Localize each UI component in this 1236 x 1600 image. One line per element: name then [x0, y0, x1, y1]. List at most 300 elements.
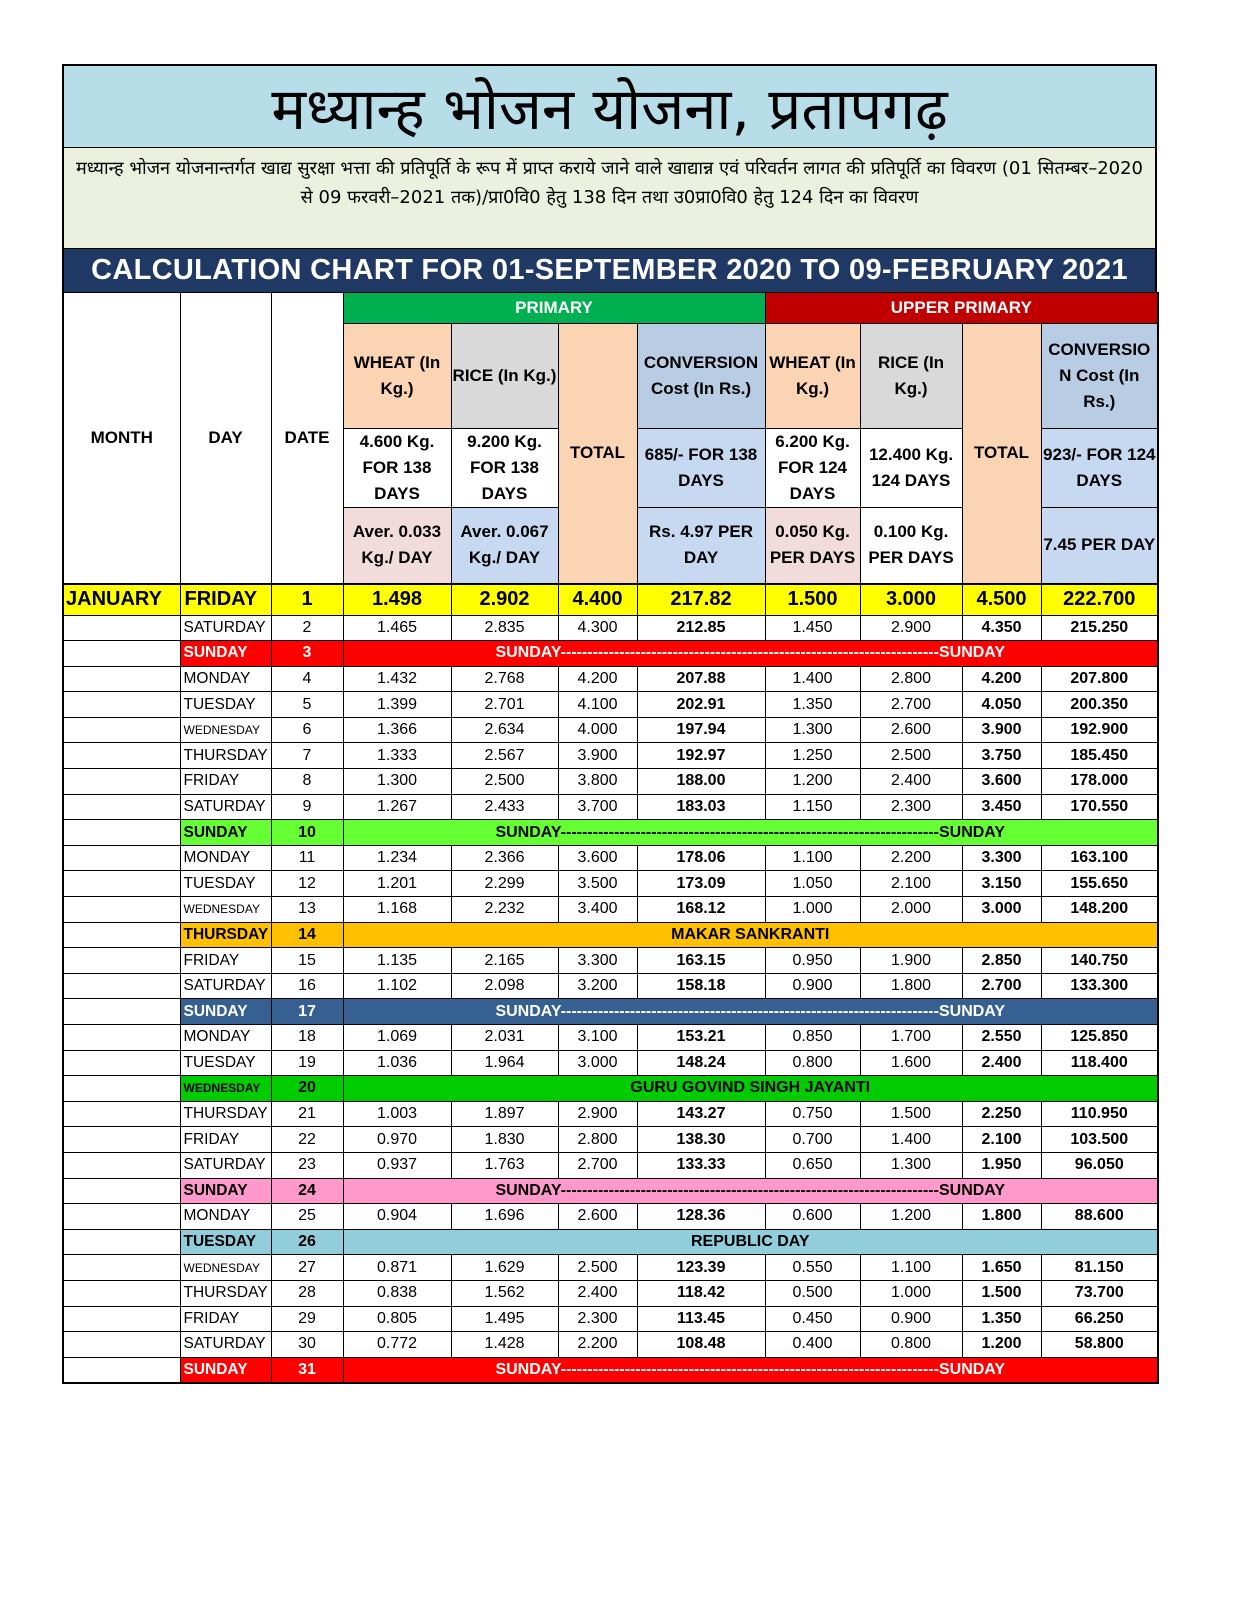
- u-rice-cell: 1.000: [860, 1280, 962, 1306]
- table-row: [63, 743, 1158, 769]
- header-upper-primary: UPPER PRIMARY: [765, 293, 1158, 324]
- day-cell: MONDAY: [180, 1204, 271, 1230]
- u-total-cell: 2.100: [962, 1127, 1041, 1153]
- day-cell: SATURDAY: [180, 973, 271, 999]
- day-cell: TUESDAY: [180, 1229, 271, 1255]
- date-cell: 29: [271, 1306, 343, 1332]
- month-cell: [63, 794, 180, 820]
- p-total-cell: 2.800: [558, 1127, 637, 1153]
- u-conversion-cell: 185.450: [1041, 743, 1158, 769]
- p-rice-cell: 2.634: [451, 717, 558, 743]
- header-date: DATE: [271, 293, 343, 584]
- month-cell: [63, 1152, 180, 1178]
- header-u-total: TOTAL: [962, 324, 1041, 584]
- header-p-rice-alloc: 9.200 Kg. FOR 138 DAYS: [451, 429, 558, 508]
- u-conversion-cell: 222.700: [1041, 584, 1158, 616]
- holiday-row: [63, 999, 1158, 1025]
- table-row: [63, 1152, 1158, 1178]
- day-cell: SATURDAY: [180, 794, 271, 820]
- u-conversion-cell: 200.350: [1041, 692, 1158, 718]
- p-conversion-cell: 113.45: [637, 1306, 765, 1332]
- table-row: [63, 1332, 1158, 1358]
- table-row: [63, 584, 1158, 616]
- u-rice-cell: 2.500: [860, 743, 962, 769]
- day-cell: WEDNESDAY: [180, 897, 271, 923]
- u-rice-cell: 2.200: [860, 845, 962, 871]
- month-cell: [63, 897, 180, 923]
- month-cell: [63, 999, 180, 1025]
- day-cell: SUNDAY: [180, 1357, 271, 1383]
- u-wheat-cell: 0.600: [765, 1204, 860, 1230]
- month-cell: [63, 922, 180, 948]
- month-cell: [63, 1204, 180, 1230]
- p-conversion-cell: 197.94: [637, 717, 765, 743]
- p-conversion-cell: 163.15: [637, 948, 765, 974]
- month-cell: [63, 1076, 180, 1102]
- month-cell: [63, 666, 180, 692]
- u-rice-cell: 2.800: [860, 666, 962, 692]
- day-cell: TUESDAY: [180, 871, 271, 897]
- u-conversion-cell: 96.050: [1041, 1152, 1158, 1178]
- u-wheat-cell: 0.850: [765, 1025, 860, 1051]
- u-total-cell: 3.450: [962, 794, 1041, 820]
- month-cell: [63, 1255, 180, 1281]
- date-cell: 13: [271, 897, 343, 923]
- day-cell: SATURDAY: [180, 1152, 271, 1178]
- p-conversion-cell: 138.30: [637, 1127, 765, 1153]
- u-rice-cell: 1.300: [860, 1152, 962, 1178]
- p-conversion-cell: 158.18: [637, 973, 765, 999]
- p-conversion-cell: 168.12: [637, 897, 765, 923]
- u-total-cell: 4.350: [962, 615, 1041, 641]
- header-p-wheat-alloc: 4.600 Kg. FOR 138 DAYS: [343, 429, 451, 508]
- day-cell: SUNDAY: [180, 641, 271, 667]
- u-total-cell: 3.300: [962, 845, 1041, 871]
- p-total-cell: 3.100: [558, 1025, 637, 1051]
- u-wheat-cell: 0.950: [765, 948, 860, 974]
- u-wheat-cell: 1.500: [765, 584, 860, 616]
- p-conversion-cell: 123.39: [637, 1255, 765, 1281]
- p-wheat-cell: 1.168: [343, 897, 451, 923]
- month-cell: [63, 1280, 180, 1306]
- holiday-label: SUNDAY-----------------------------------------------------------------------SUNDAY: [343, 1178, 1158, 1204]
- u-conversion-cell: 192.900: [1041, 717, 1158, 743]
- p-wheat-cell: 1.432: [343, 666, 451, 692]
- date-cell: 4: [271, 666, 343, 692]
- u-wheat-cell: 1.350: [765, 692, 860, 718]
- p-wheat-cell: 0.871: [343, 1255, 451, 1281]
- u-wheat-cell: 0.500: [765, 1280, 860, 1306]
- month-cell: [63, 1127, 180, 1153]
- u-wheat-cell: 1.450: [765, 615, 860, 641]
- u-conversion-cell: 58.800: [1041, 1332, 1158, 1358]
- month-cell: [63, 871, 180, 897]
- holiday-row: [63, 1076, 1158, 1102]
- u-wheat-cell: 0.900: [765, 973, 860, 999]
- month-cell: [63, 743, 180, 769]
- u-rice-cell: 2.400: [860, 769, 962, 795]
- p-rice-cell: 1.830: [451, 1127, 558, 1153]
- u-conversion-cell: 66.250: [1041, 1306, 1158, 1332]
- p-wheat-cell: 1.300: [343, 769, 451, 795]
- p-wheat-cell: 0.970: [343, 1127, 451, 1153]
- p-wheat-cell: 1.498: [343, 584, 451, 616]
- p-conversion-cell: 153.21: [637, 1025, 765, 1051]
- description: मध्यान्ह भोजन योजनान्तर्गत खाद्य सुरक्षा भत्ता की प्रतिपूर्ति के रूप में प्राप्त कराये जाने वाले खाद्यान्न एवं परिवर्तन लागत की प्रतिपूर्ति का विवरण (01 सितम्बर–2020 से 09 फरवरी–2021 तक)/प्रा0वि0 हेतु 138 दिन तथा उ0प्रा0वि0 हेतु 124 दिन का विवरण: [62, 148, 1157, 248]
- u-wheat-cell: 1.050: [765, 871, 860, 897]
- table-row: [63, 1050, 1158, 1076]
- day-cell: SUNDAY: [180, 999, 271, 1025]
- p-wheat-cell: 0.805: [343, 1306, 451, 1332]
- month-cell: [63, 845, 180, 871]
- u-rice-cell: 0.800: [860, 1332, 962, 1358]
- u-rice-cell: 0.900: [860, 1306, 962, 1332]
- u-total-cell: 2.250: [962, 1101, 1041, 1127]
- u-conversion-cell: 148.200: [1041, 897, 1158, 923]
- p-total-cell: 3.700: [558, 794, 637, 820]
- u-wheat-cell: 0.650: [765, 1152, 860, 1178]
- table-row: [63, 769, 1158, 795]
- day-cell: SUNDAY: [180, 820, 271, 846]
- u-wheat-cell: 0.400: [765, 1332, 860, 1358]
- date-cell: 21: [271, 1101, 343, 1127]
- month-cell: [63, 1229, 180, 1255]
- p-rice-cell: 1.562: [451, 1280, 558, 1306]
- day-cell: WEDNESDAY: [180, 717, 271, 743]
- u-wheat-cell: 0.550: [765, 1255, 860, 1281]
- u-rice-cell: 1.700: [860, 1025, 962, 1051]
- p-total-cell: 2.500: [558, 1255, 637, 1281]
- month-cell: [63, 692, 180, 718]
- day-cell: THURSDAY: [180, 743, 271, 769]
- day-cell: SUNDAY: [180, 1178, 271, 1204]
- p-rice-cell: 2.567: [451, 743, 558, 769]
- month-cell: [63, 641, 180, 667]
- u-wheat-cell: 1.400: [765, 666, 860, 692]
- month-cell: [63, 717, 180, 743]
- u-conversion-cell: 140.750: [1041, 948, 1158, 974]
- header-p-rice: RICE (In Kg.): [451, 324, 558, 429]
- u-total-cell: 4.200: [962, 666, 1041, 692]
- u-total-cell: 3.600: [962, 769, 1041, 795]
- p-total-cell: 2.700: [558, 1152, 637, 1178]
- p-wheat-cell: 1.003: [343, 1101, 451, 1127]
- day-cell: THURSDAY: [180, 1280, 271, 1306]
- u-conversion-cell: 118.400: [1041, 1050, 1158, 1076]
- u-conversion-cell: 73.700: [1041, 1280, 1158, 1306]
- date-cell: 11: [271, 845, 343, 871]
- u-rice-cell: 1.600: [860, 1050, 962, 1076]
- u-total-cell: 2.850: [962, 948, 1041, 974]
- p-total-cell: 2.400: [558, 1280, 637, 1306]
- day-cell: THURSDAY: [180, 922, 271, 948]
- p-rice-cell: 2.366: [451, 845, 558, 871]
- p-total-cell: 4.300: [558, 615, 637, 641]
- month-cell: [63, 973, 180, 999]
- u-total-cell: 2.400: [962, 1050, 1041, 1076]
- month-cell: [63, 820, 180, 846]
- month-cell: [63, 1101, 180, 1127]
- day-cell: FRIDAY: [180, 769, 271, 795]
- table-row: [63, 845, 1158, 871]
- holiday-row: [63, 1229, 1158, 1255]
- day-cell: FRIDAY: [180, 584, 271, 616]
- header-u-wheat-alloc: 6.200 Kg. FOR 124 DAYS: [765, 429, 860, 508]
- table-row: [63, 1101, 1158, 1127]
- u-conversion-cell: 178.000: [1041, 769, 1158, 795]
- calculation-sheet: [62, 64, 1157, 1384]
- u-total-cell: 3.750: [962, 743, 1041, 769]
- date-cell: 9: [271, 794, 343, 820]
- p-wheat-cell: 1.333: [343, 743, 451, 769]
- p-wheat-cell: 1.366: [343, 717, 451, 743]
- day-cell: MONDAY: [180, 845, 271, 871]
- u-total-cell: 1.500: [962, 1280, 1041, 1306]
- u-conversion-cell: 110.950: [1041, 1101, 1158, 1127]
- u-conversion-cell: 88.600: [1041, 1204, 1158, 1230]
- month-cell: [63, 1357, 180, 1383]
- table-row: [63, 666, 1158, 692]
- p-wheat-cell: 1.036: [343, 1050, 451, 1076]
- p-conversion-cell: 188.00: [637, 769, 765, 795]
- date-cell: 31: [271, 1357, 343, 1383]
- p-rice-cell: 2.299: [451, 871, 558, 897]
- table-body: [63, 584, 1158, 1384]
- table-row: [63, 973, 1158, 999]
- p-total-cell: 2.200: [558, 1332, 637, 1358]
- date-cell: 1: [271, 584, 343, 616]
- u-total-cell: 4.500: [962, 584, 1041, 616]
- p-rice-cell: 1.763: [451, 1152, 558, 1178]
- u-total-cell: 2.700: [962, 973, 1041, 999]
- u-total-cell: 1.350: [962, 1306, 1041, 1332]
- p-conversion-cell: 118.42: [637, 1280, 765, 1306]
- day-cell: WEDNESDAY: [180, 1076, 271, 1102]
- p-wheat-cell: 0.838: [343, 1280, 451, 1306]
- p-rice-cell: 2.031: [451, 1025, 558, 1051]
- p-conversion-cell: 133.33: [637, 1152, 765, 1178]
- p-rice-cell: 1.696: [451, 1204, 558, 1230]
- holiday-label: SUNDAY-----------------------------------------------------------------------SUNDAY: [343, 641, 1158, 667]
- holiday-label: REPUBLIC DAY: [343, 1229, 1158, 1255]
- p-total-cell: 4.200: [558, 666, 637, 692]
- p-conversion-cell: 207.88: [637, 666, 765, 692]
- u-conversion-cell: 170.550: [1041, 794, 1158, 820]
- p-rice-cell: 1.629: [451, 1255, 558, 1281]
- p-wheat-cell: 0.937: [343, 1152, 451, 1178]
- p-conversion-cell: 173.09: [637, 871, 765, 897]
- p-rice-cell: 1.964: [451, 1050, 558, 1076]
- day-cell: FRIDAY: [180, 948, 271, 974]
- header-p-wheat-avg: Aver. 0.033 Kg./ DAY: [343, 508, 451, 584]
- u-conversion-cell: 155.650: [1041, 871, 1158, 897]
- u-total-cell: 3.900: [962, 717, 1041, 743]
- chart-banner: CALCULATION CHART FOR 01-SEPTEMBER 2020 TO 09-FEBRUARY 2021: [62, 248, 1157, 292]
- u-rice-cell: 2.900: [860, 615, 962, 641]
- u-conversion-cell: 207.800: [1041, 666, 1158, 692]
- holiday-label: SUNDAY-----------------------------------------------------------------------SUNDAY: [343, 1357, 1158, 1383]
- p-rice-cell: 1.897: [451, 1101, 558, 1127]
- p-wheat-cell: 1.135: [343, 948, 451, 974]
- p-rice-cell: 2.500: [451, 769, 558, 795]
- date-cell: 3: [271, 641, 343, 667]
- header-p-rice-avg: Aver. 0.067 Kg./ DAY: [451, 508, 558, 584]
- table-row: [63, 717, 1158, 743]
- u-rice-cell: 2.000: [860, 897, 962, 923]
- p-conversion-cell: 108.48: [637, 1332, 765, 1358]
- day-cell: THURSDAY: [180, 1101, 271, 1127]
- day-cell: SATURDAY: [180, 1332, 271, 1358]
- u-rice-cell: 1.500: [860, 1101, 962, 1127]
- p-conversion-cell: 128.36: [637, 1204, 765, 1230]
- table-row: [63, 692, 1158, 718]
- p-total-cell: 4.000: [558, 717, 637, 743]
- p-total-cell: 3.900: [558, 743, 637, 769]
- p-rice-cell: 1.428: [451, 1332, 558, 1358]
- date-cell: 12: [271, 871, 343, 897]
- u-rice-cell: 2.700: [860, 692, 962, 718]
- holiday-row: [63, 922, 1158, 948]
- month-cell: [63, 615, 180, 641]
- p-wheat-cell: 0.772: [343, 1332, 451, 1358]
- calculation-table: [62, 292, 1159, 1384]
- p-total-cell: 3.500: [558, 871, 637, 897]
- holiday-row: [63, 1178, 1158, 1204]
- u-conversion-cell: 103.500: [1041, 1127, 1158, 1153]
- u-conversion-cell: 125.850: [1041, 1025, 1158, 1051]
- u-rice-cell: 2.600: [860, 717, 962, 743]
- holiday-row: [63, 641, 1158, 667]
- date-cell: 24: [271, 1178, 343, 1204]
- month-cell: [63, 1332, 180, 1358]
- u-wheat-cell: 0.750: [765, 1101, 860, 1127]
- table-row: [63, 1127, 1158, 1153]
- day-cell: TUESDAY: [180, 692, 271, 718]
- p-total-cell: 3.800: [558, 769, 637, 795]
- month-cell: [63, 1178, 180, 1204]
- p-total-cell: 2.300: [558, 1306, 637, 1332]
- p-wheat-cell: 1.201: [343, 871, 451, 897]
- header-p-total: TOTAL: [558, 324, 637, 584]
- p-total-cell: 2.600: [558, 1204, 637, 1230]
- day-cell: MONDAY: [180, 666, 271, 692]
- u-rice-cell: 1.200: [860, 1204, 962, 1230]
- header-p-wheat: WHEAT (In Kg.): [343, 324, 451, 429]
- date-cell: 8: [271, 769, 343, 795]
- header-u-conversion: CONVERSIO N Cost (In Rs.): [1041, 324, 1158, 429]
- header-primary: PRIMARY: [343, 293, 765, 324]
- header-u-rice-alloc: 12.400 Kg. 124 DAYS: [860, 429, 962, 508]
- date-cell: 6: [271, 717, 343, 743]
- header-u-wheat: WHEAT (In Kg.): [765, 324, 860, 429]
- p-rice-cell: 2.165: [451, 948, 558, 974]
- u-rice-cell: 2.100: [860, 871, 962, 897]
- date-cell: 23: [271, 1152, 343, 1178]
- p-wheat-cell: 1.465: [343, 615, 451, 641]
- month-cell: [63, 1050, 180, 1076]
- day-cell: MONDAY: [180, 1025, 271, 1051]
- header-u-rice: RICE (In Kg.): [860, 324, 962, 429]
- p-total-cell: 3.300: [558, 948, 637, 974]
- u-total-cell: 4.050: [962, 692, 1041, 718]
- p-rice-cell: 2.433: [451, 794, 558, 820]
- u-rice-cell: 1.100: [860, 1255, 962, 1281]
- p-conversion-cell: 143.27: [637, 1101, 765, 1127]
- date-cell: 16: [271, 973, 343, 999]
- header-u-rice-avg: 0.100 Kg. PER DAYS: [860, 508, 962, 584]
- table-row: [63, 1255, 1158, 1281]
- date-cell: 26: [271, 1229, 343, 1255]
- u-wheat-cell: 0.450: [765, 1306, 860, 1332]
- holiday-label: MAKAR SANKRANTI: [343, 922, 1158, 948]
- p-rice-cell: 2.768: [451, 666, 558, 692]
- table-row: [63, 1204, 1158, 1230]
- u-total-cell: 1.200: [962, 1332, 1041, 1358]
- p-conversion-cell: 192.97: [637, 743, 765, 769]
- page-title: मध्यान्ह भोजन योजना, प्रतापगढ़: [62, 64, 1157, 148]
- day-cell: SATURDAY: [180, 615, 271, 641]
- header-u-conv-alloc: 923/- FOR 124 DAYS: [1041, 429, 1158, 508]
- day-cell: FRIDAY: [180, 1127, 271, 1153]
- p-total-cell: 3.400: [558, 897, 637, 923]
- month-cell: [63, 1025, 180, 1051]
- holiday-row: [63, 820, 1158, 846]
- u-total-cell: 3.150: [962, 871, 1041, 897]
- p-total-cell: 2.900: [558, 1101, 637, 1127]
- u-rice-cell: 1.400: [860, 1127, 962, 1153]
- u-conversion-cell: 133.300: [1041, 973, 1158, 999]
- p-rice-cell: 1.495: [451, 1306, 558, 1332]
- holiday-label: SUNDAY-----------------------------------------------------------------------SUNDAY: [343, 999, 1158, 1025]
- p-conversion-cell: 183.03: [637, 794, 765, 820]
- p-wheat-cell: 1.399: [343, 692, 451, 718]
- header-day: DAY: [180, 293, 271, 584]
- p-total-cell: 3.200: [558, 973, 637, 999]
- date-cell: 2: [271, 615, 343, 641]
- table-row: [63, 615, 1158, 641]
- date-cell: 22: [271, 1127, 343, 1153]
- date-cell: 30: [271, 1332, 343, 1358]
- u-total-cell: 3.000: [962, 897, 1041, 923]
- header-u-conv-avg: 7.45 PER DAY: [1041, 508, 1158, 584]
- u-rice-cell: 1.900: [860, 948, 962, 974]
- date-cell: 5: [271, 692, 343, 718]
- day-cell: WEDNESDAY: [180, 1255, 271, 1281]
- u-wheat-cell: 0.700: [765, 1127, 860, 1153]
- header-month: MONTH: [63, 293, 180, 584]
- month-cell: [63, 769, 180, 795]
- table-row: [63, 871, 1158, 897]
- date-cell: 7: [271, 743, 343, 769]
- p-rice-cell: 2.902: [451, 584, 558, 616]
- p-rice-cell: 2.701: [451, 692, 558, 718]
- header-p-conv-avg: Rs. 4.97 PER DAY: [637, 508, 765, 584]
- u-wheat-cell: 0.800: [765, 1050, 860, 1076]
- u-rice-cell: 2.300: [860, 794, 962, 820]
- p-conversion-cell: 217.82: [637, 584, 765, 616]
- date-cell: 25: [271, 1204, 343, 1230]
- u-total-cell: 1.950: [962, 1152, 1041, 1178]
- header-p-conversion: CONVERSION Cost (In Rs.): [637, 324, 765, 429]
- u-wheat-cell: 1.250: [765, 743, 860, 769]
- date-cell: 14: [271, 922, 343, 948]
- u-wheat-cell: 1.100: [765, 845, 860, 871]
- date-cell: 10: [271, 820, 343, 846]
- p-wheat-cell: 1.234: [343, 845, 451, 871]
- p-rice-cell: 2.232: [451, 897, 558, 923]
- p-wheat-cell: 1.267: [343, 794, 451, 820]
- date-cell: 17: [271, 999, 343, 1025]
